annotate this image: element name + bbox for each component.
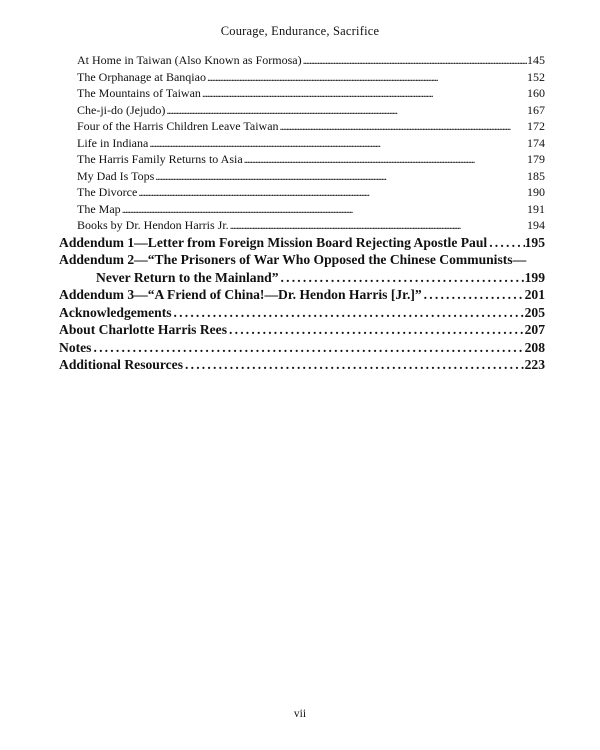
- dot-leader: [422, 286, 525, 304]
- toc-entry-page: 195: [524, 234, 545, 250]
- toc-entry-life-in-indiana: [59, 135, 545, 152]
- dot-leader: [487, 234, 524, 252]
- toc-entry-title: The Map: [77, 201, 121, 216]
- toc-entry-title: The Orphanage at Banqiao: [77, 69, 206, 84]
- toc-entry-title: My Dad Is Tops: [77, 168, 155, 183]
- toc-entry-addendum-2: [59, 251, 545, 286]
- toc-entry-page: 190: [527, 185, 545, 199]
- toc-entry-page: 223: [524, 357, 545, 372]
- dot-leader: [206, 69, 527, 86]
- toc-entry-page: 172: [527, 119, 545, 133]
- toc-entry-additional-resources: [59, 356, 545, 374]
- page-number: vii: [293, 708, 307, 720]
- toc-entry-title: Additional Resources: [59, 357, 183, 372]
- dot-leader: [227, 321, 525, 339]
- toc-entry-page: 201: [524, 287, 545, 302]
- toc-entry-page: 145: [527, 53, 545, 67]
- dot-leader: [229, 217, 527, 234]
- dot-leader: [154, 168, 527, 185]
- toc-entry-title: Addendum 1—Letter from Foreign Mission Board Rejecting Apostle Paul: [59, 234, 488, 250]
- toc-entry-title: Che-ji-do (Jejudo): [77, 102, 166, 117]
- toc-entry-acknowledgements: [59, 304, 545, 322]
- running-head: Courage, Endurance, Sacrifice: [220, 24, 380, 38]
- toc-entry-four-harris-children: [59, 118, 545, 135]
- toc-entry-page: 185: [527, 168, 545, 183]
- toc-entry-mountains-of-taiwan: [59, 85, 545, 102]
- dot-leader: [172, 304, 525, 322]
- dot-leader: [243, 151, 527, 168]
- toc-entry-addendum-3: [59, 286, 545, 304]
- toc-entry-title: The Divorce: [77, 185, 138, 199]
- toc-entry-harris-family-returns: [59, 151, 545, 168]
- dot-leader: [137, 184, 527, 201]
- table-of-contents: [59, 52, 545, 374]
- dot-leader: [148, 135, 527, 152]
- toc-entry-title: Addendum 3—“A Friend of China!—Dr. Hendon Harris [Jr.]”: [59, 287, 422, 302]
- toc-entry-page: 194: [527, 218, 545, 232]
- toc-entry-page: 152: [527, 69, 545, 84]
- dot-leader: [121, 201, 527, 218]
- toc-entry-page: 167: [527, 102, 545, 117]
- toc-entry-page: 208: [524, 339, 545, 355]
- toc-entry-page: 179: [527, 152, 545, 166]
- toc-entry-title: Life in Indiana: [77, 135, 149, 150]
- toc-entry-title-line-1: Addendum 2—“The Prisoners of War Who Opposed the Chinese Communists—: [59, 252, 527, 267]
- dot-leader: [279, 269, 525, 287]
- dot-leader: [279, 118, 527, 135]
- toc-entry-my-dad-is-tops: [59, 168, 545, 185]
- toc-entry-notes: [59, 339, 545, 357]
- toc-entry-orphanage-at-banqiao: [59, 69, 545, 86]
- toc-entry-title: Notes: [59, 339, 92, 355]
- toc-entry-title: Books by Dr. Hendon Harris Jr.: [77, 218, 229, 232]
- toc-entry-title-line-2: Never Return to the Mainland”: [96, 269, 279, 285]
- dot-leader: [183, 356, 525, 374]
- toc-entry-addendum-1: [59, 234, 545, 252]
- toc-entry-title: Acknowledgements: [59, 304, 172, 320]
- toc-entry-page: 199: [524, 269, 545, 285]
- toc-entry-page: 174: [527, 135, 545, 150]
- toc-entry-continuation: [59, 269, 545, 287]
- toc-entry-books-by-hendon-harris: [59, 217, 545, 234]
- toc-entry-title: The Mountains of Taiwan: [77, 86, 201, 100]
- toc-entry-page: 160: [527, 86, 545, 100]
- dot-leader: [91, 339, 524, 357]
- toc-entry-che-ji-do: [59, 102, 545, 119]
- toc-entry-the-divorce: [59, 184, 545, 201]
- toc-entry-page: 207: [524, 322, 545, 337]
- toc-entry-the-map: [59, 201, 545, 218]
- toc-entry-page: 191: [527, 201, 545, 216]
- dot-leader: [201, 85, 527, 102]
- toc-entry-title: Four of the Harris Children Leave Taiwan: [77, 119, 279, 133]
- toc-entry-title: At Home in Taiwan (Also Known as Formosa): [77, 53, 302, 67]
- toc-entry-page: 205: [524, 304, 545, 320]
- dot-leader: [165, 102, 527, 119]
- toc-entry-title: About Charlotte Harris Rees: [59, 322, 228, 337]
- dot-leader: [302, 52, 527, 69]
- toc-entry-title: The Harris Family Returns to Asia: [77, 152, 243, 166]
- toc-entry-at-home-in-taiwan: [59, 52, 545, 69]
- toc-entry-about-author: [59, 321, 545, 339]
